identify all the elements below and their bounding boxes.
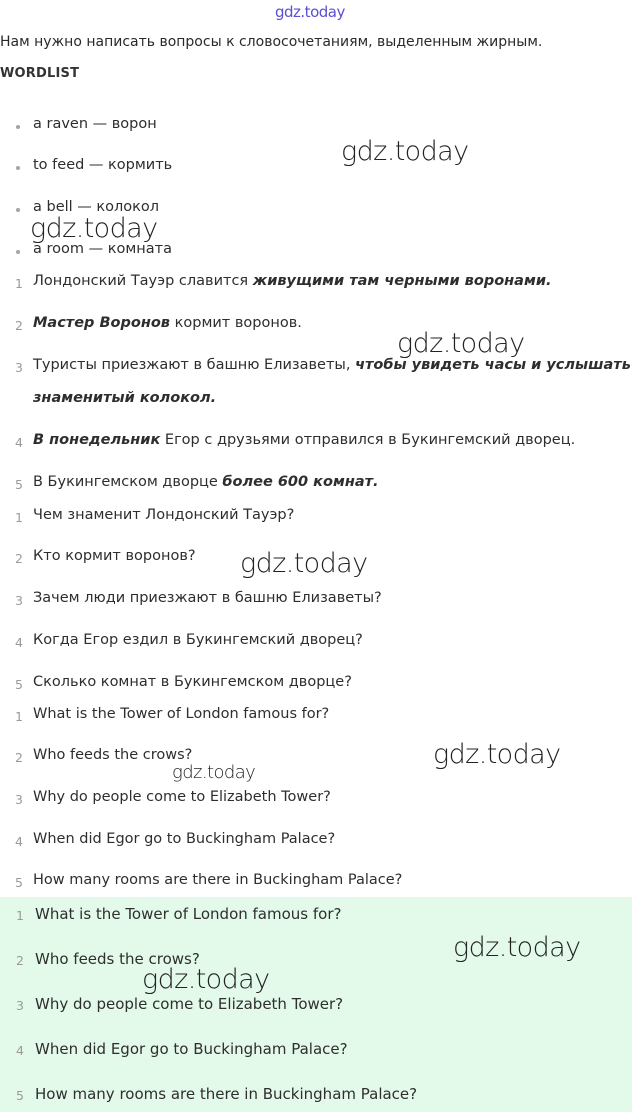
sentence-item (0, 474, 632, 498)
wordlist-item-text: a raven — ворон (33, 116, 157, 132)
answer-item (0, 995, 632, 1019)
wordlist-item-text: to feed — кормить (33, 157, 173, 173)
question-ru-text: Кто кормит воронов? (33, 548, 196, 564)
sentence-item (0, 273, 632, 297)
question-ru-text: Чем знаменит Лондонский Тауэр? (33, 507, 295, 523)
sentence-bold: В понедельник (33, 432, 161, 448)
sentence-plain: В Букингемском дворце (33, 474, 223, 490)
item-number: 1 (16, 908, 24, 923)
item-number: 5 (15, 477, 23, 492)
watermark: gdz.today (397, 328, 525, 359)
sentence-bold-continued: знаменитый колокол. (33, 390, 217, 406)
question-en-text: How many rooms are there in Buckingham Palace? (33, 872, 403, 888)
sentence-item (0, 357, 632, 405)
answer-item (0, 905, 632, 929)
watermark: gdz.today (142, 964, 270, 995)
watermark: gdz.today (433, 739, 561, 770)
wordlist-item-text: a room — комната (33, 241, 172, 257)
question-en-text: Why do people come to Elizabeth Tower? (33, 789, 331, 805)
sentence-item (0, 315, 632, 339)
sentence-text (33, 315, 302, 331)
sentence-text (33, 357, 631, 373)
question-en-text: What is the Tower of London famous for? (33, 706, 330, 722)
question-en-item (0, 706, 632, 730)
answer-text: When did Egor go to Buckingham Palace? (35, 1040, 348, 1058)
item-number: 1 (15, 510, 23, 525)
sentence-plain: кормит воронов. (170, 315, 302, 331)
question-en-item (0, 831, 632, 855)
item-number: 4 (15, 834, 23, 849)
item-number: 2 (16, 953, 24, 968)
sentence-bold: Мастер Воронов (33, 315, 170, 331)
watermark: gdz.today (341, 136, 469, 167)
watermark: gdz.today (30, 213, 158, 244)
sentence-bold: чтобы увидеть часы и услышать (355, 357, 631, 373)
item-number: 5 (15, 875, 23, 890)
sentence-text (33, 474, 379, 490)
question-en-item (0, 872, 632, 896)
answer-text: Who feeds the crows? (35, 950, 200, 968)
item-number: 1 (15, 709, 23, 724)
answer-text: Why do people come to Elizabeth Tower? (35, 995, 344, 1013)
sentence-text (33, 273, 551, 289)
bullet-icon (16, 125, 20, 129)
item-number: 4 (15, 435, 23, 450)
sentence-text (33, 432, 575, 448)
item-number: 4 (16, 1043, 24, 1058)
question-ru-item (0, 674, 632, 698)
bullet-icon (16, 208, 20, 212)
question-en-item (0, 789, 632, 813)
item-number: 2 (15, 318, 23, 333)
sentence-bold: живущими там черными воронами. (252, 273, 552, 289)
item-number: 5 (15, 677, 23, 692)
question-ru-item (0, 507, 632, 531)
wordlist-item (0, 157, 632, 181)
question-ru-item (0, 632, 632, 656)
sentence-plain: Егор с друзьями отправился в Букингемский дворец. (160, 432, 576, 448)
bullet-icon (16, 250, 20, 254)
wordlist-item-text: a bell — колокол (33, 199, 160, 215)
item-number: 5 (16, 1088, 24, 1103)
task-instruction: Нам нужно написать вопросы к словосочетаниям, выделенным жирным. (0, 34, 543, 50)
item-number: 3 (15, 593, 23, 608)
question-en-text: Who feeds the crows? (33, 747, 193, 763)
item-number: 3 (16, 998, 24, 1013)
watermark: gdz.today (453, 932, 581, 963)
watermark: gdz.today (172, 762, 256, 783)
question-ru-text: Сколько комнат в Букингемском дворце? (33, 674, 352, 690)
question-en-text: When did Egor go to Buckingham Palace? (33, 831, 336, 847)
question-ru-item (0, 590, 632, 614)
wordlist-item (0, 116, 632, 140)
sentence-plain: Туристы приезжают в башню Елизаветы, (33, 357, 356, 373)
sentence-bold: более 600 комнат. (222, 474, 379, 490)
item-number: 3 (15, 360, 23, 375)
answer-item (0, 1085, 632, 1109)
item-number: 2 (15, 750, 23, 765)
answer-text: How many rooms are there in Buckingham Palace? (35, 1085, 418, 1103)
item-number: 3 (15, 792, 23, 807)
watermark: gdz.today (240, 548, 368, 579)
item-number: 1 (15, 276, 23, 291)
item-number: 2 (15, 551, 23, 566)
wordlist-item (0, 241, 632, 265)
item-number: 4 (15, 635, 23, 650)
question-ru-text: Когда Егор ездил в Букингемский дворец? (33, 632, 363, 648)
answer-text: What is the Tower of London famous for? (35, 905, 342, 923)
site-logo[interactable]: gdz.today (275, 3, 345, 21)
bullet-icon (16, 166, 20, 170)
sentence-item (0, 432, 632, 456)
question-ru-text: Зачем люди приезжают в башню Елизаветы? (33, 590, 382, 606)
sentence-plain: Лондонский Тауэр славится (33, 273, 253, 289)
answer-item (0, 1040, 632, 1064)
wordlist-heading: WORDLIST (0, 66, 80, 81)
